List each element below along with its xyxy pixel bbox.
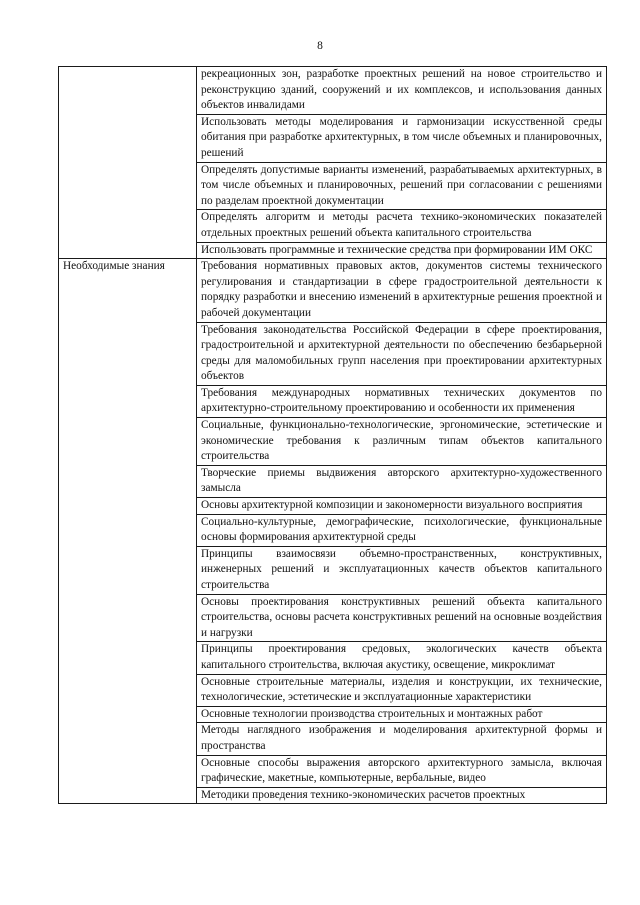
- knowledge-item: Социально-культурные, демографические, психологические, функциональные основы формирования архитектурной среды: [197, 514, 607, 546]
- table-row: [59, 67, 607, 115]
- knowledge-item: Основные технологии производства строительных и монтажных работ: [197, 706, 607, 723]
- page-number: 8: [317, 40, 323, 52]
- knowledge-item: Основы проектирования конструктивных решений объекта капитального строительства, основы расчета конструктивных решений на основные воздействия и нагрузки: [197, 594, 607, 642]
- skill-item: рекреационных зон, разработке проектных решений на новое строительство и реконструкцию зданий, сооружений и их комплексов, и использования данных объектов инвалидами: [197, 67, 607, 115]
- table-row: [59, 259, 607, 322]
- knowledge-item: Методики проведения технико-экономических расчетов проектных: [197, 787, 607, 804]
- skill-item: Определять допустимые варианты изменений, разрабатываемых архитектурных, в том числе объемных и планировочных, решений при согласовании с решениями по разделам проектной документации: [197, 162, 607, 210]
- knowledge-item: Социальные, функционально-технологические, эргономические, эстетические и экономические требования к различным типам объектов капитального строительства: [197, 418, 607, 466]
- knowledge-item: Требования нормативных правовых актов, документов системы технического регулирования и стандартизации в сфере градостроительной деятельности к порядку разработки и внесению изменений в архитектурные решения проектной и рабочей документации: [197, 259, 607, 322]
- knowledge-item: Методы наглядного изображения и моделирования архитектурной формы и пространства: [197, 723, 607, 755]
- skill-item: Использовать программные и технические средства при формировании ИМ ОКС: [197, 242, 607, 259]
- competency-table: [58, 66, 607, 804]
- knowledge-label: Необходимые знания: [59, 259, 197, 804]
- knowledge-item: Основные строительные материалы, изделия и конструкции, их технические, технологические, эстетические и эксплуатационные характеристики: [197, 674, 607, 706]
- knowledge-item: Основы архитектурной композиции и закономерности визуального восприятия: [197, 498, 607, 515]
- knowledge-item: Творческие приемы выдвижения авторского архитектурно-художественного замысла: [197, 465, 607, 497]
- skill-item: Определять алгоритм и методы расчета технико-экономических показателей отдельных проектных решений объекта капитального строительства: [197, 210, 607, 242]
- skills-label-cell: [59, 67, 197, 259]
- knowledge-item: Принципы проектирования средовых, экологических качеств объекта капитального строительства, включая акустику, освещение, микроклимат: [197, 642, 607, 674]
- knowledge-item: Требования международных нормативных технических документов по архитектурно-строительному проектированию и особенности их применения: [197, 385, 607, 417]
- knowledge-item: Принципы взаимосвязи объемно-пространственных, конструктивных, инженерных решений и эксплуатационных качеств объектов капитального строительства: [197, 546, 607, 594]
- skill-item: Использовать методы моделирования и гармонизации искусственной среды обитания при разработке архитектурных, в том числе объемных и планировочных, решений: [197, 114, 607, 162]
- knowledge-item: Требования законодательства Российской Федерации в сфере проектирования, градостроительной и архитектурной деятельности по обеспечению безбарьерной среды для маломобильных групп населения при проектировании архитектурных объектов: [197, 322, 607, 385]
- knowledge-item: Основные способы выражения авторского архитектурного замысла, включая графические, макетные, компьютерные, вербальные, видео: [197, 755, 607, 787]
